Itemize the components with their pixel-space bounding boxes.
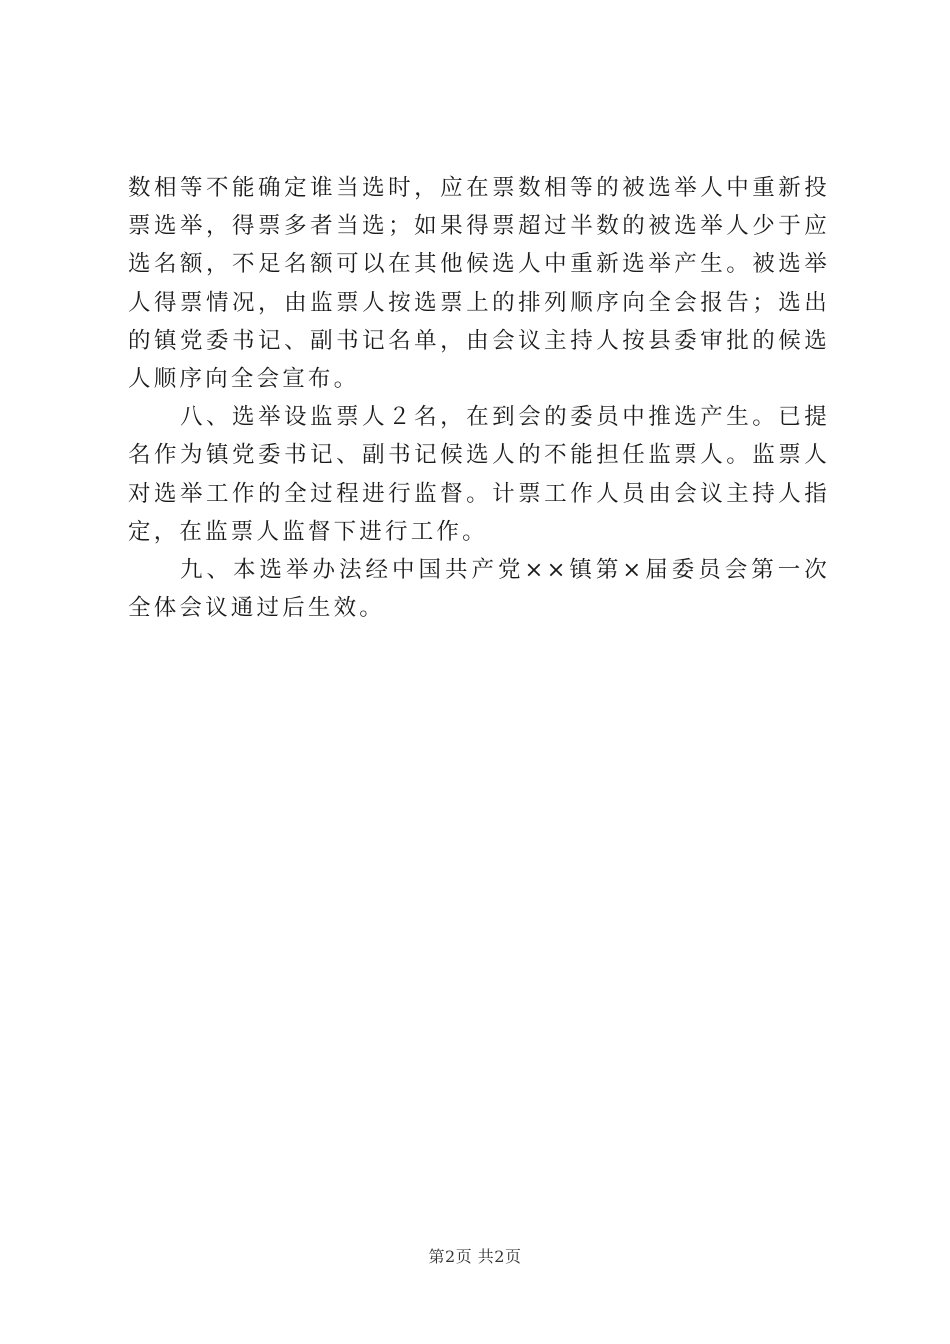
page-number-footer: 第2页 共2页 <box>428 1247 522 1266</box>
paragraph-continuation: 数相等不能确定谁当选时，应在票数相等的被选举人中重新投票选举，得票多者当选；如果得票超过半数的被选举人少于应选名额，不足名额可以在其他候选人中重新选举产生。被选举人得票情况，由监票人按选票上的排列顺序向全会报告；选出的镇党委书记、副书记名单，由会议主持人按县委审批的候选人顺序向全会宣布。 <box>128 175 830 393</box>
paragraph-article-8: 八、选举设监票人２名，在到会的委员中推选产生。已提名作为镇党委书记、副书记候选人的不能担任监票人。监票人对选举工作的全过程进行监督。计票工作人员由会议主持人指定，在监票人监督下进行工作。 <box>128 404 830 545</box>
document-body <box>128 169 830 627</box>
paragraph-article-9: 九、本选举办法经中国共产党××镇第×届委员会第一次全体会议通过后生效。 <box>128 557 830 622</box>
